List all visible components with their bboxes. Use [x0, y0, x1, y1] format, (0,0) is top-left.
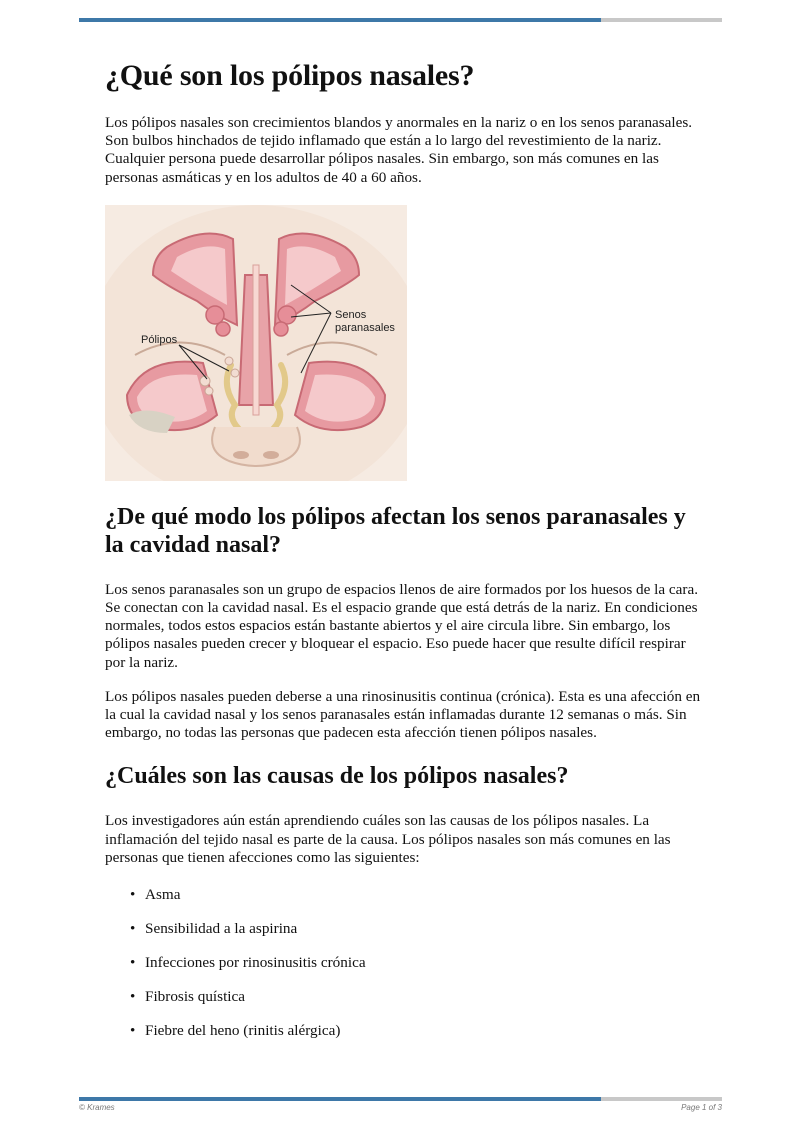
- footer-page-number: Page 1 of 3: [681, 1103, 722, 1112]
- nasal-polyps-illustration: [105, 205, 407, 481]
- section3-heading: ¿Cuáles son las causas de los pólipos nasales?: [105, 763, 569, 790]
- list-item: • Fibrosis quística: [105, 988, 705, 1022]
- causes-list: [105, 886, 705, 1056]
- label-sinuses-line2: paranasales: [335, 321, 395, 334]
- section2-paragraph-2: Los pólipos nasales pueden deberse a una rinosinusitis continua (crónica). Esta es una afección en la cual la cavidad nasal y los senos paranasales están inflamadas durante 12 semanas o más. Sin embargo, no todas las personas que padecen esta afección tienen pólipos nasales.: [105, 687, 701, 742]
- intro-paragraph: Los pólipos nasales son crecimientos blandos y anormales en la nariz o en los senos paranasales. Son bulbos hinchados de tejido inflamado que están a lo largo del revestimiento de la nariz. Cualquier persona puede desarrollar pólipos nasales. Sin embargo, son más comunes en las personas asmáticas y en los adultos de 40 a 60 años.: [105, 114, 693, 186]
- page-title: ¿Qué son los pólipos nasales?: [105, 59, 475, 92]
- list-item: • Fiebre del heno (rinitis alérgica): [105, 1022, 705, 1056]
- section2-paragraph-1: Los senos paranasales son un grupo de espacios llenos de aire formados por los huesos de la cara. Se conectan con la cavidad nasal. Es el espacio grande que está detrás de la nariz. En condiciones normales, todos estos espacios están bastante abiertos y el aire circula libre. Sin embargo, los pólipos nasales pueden crecer y bloquear el espacio. Eso puede hacer que resulte difícil respirar por la nariz.: [105, 580, 698, 671]
- list-item: • Sensibilidad a la aspirina: [105, 920, 705, 954]
- list-item: • Asma: [105, 886, 705, 920]
- label-sinuses-line1: Senos: [335, 308, 367, 321]
- header-progress-fill: [79, 18, 601, 22]
- header-progress-bar: [79, 18, 722, 22]
- label-polyps: Pólipos: [141, 333, 178, 346]
- footer-progress-fill: [79, 1097, 601, 1101]
- page-content: [105, 58, 705, 1056]
- section3-paragraph-1: Los investigadores aún están aprendiendo cuáles son las causas de los pólipos nasales. La inflamación del tejido nasal es parte de la causa. Los pólipos nasales son más comunes en las personas que tienen afecciones como las siguientes:: [105, 812, 671, 866]
- list-item: • Infecciones por rinosinusitis crónica: [105, 954, 705, 988]
- section2-heading: ¿De qué modo los pólipos afectan los senos paranasales y la cavidad nasal?: [105, 503, 686, 558]
- footer-copyright: © Krames: [79, 1103, 115, 1112]
- footer-progress-bar: [79, 1097, 722, 1101]
